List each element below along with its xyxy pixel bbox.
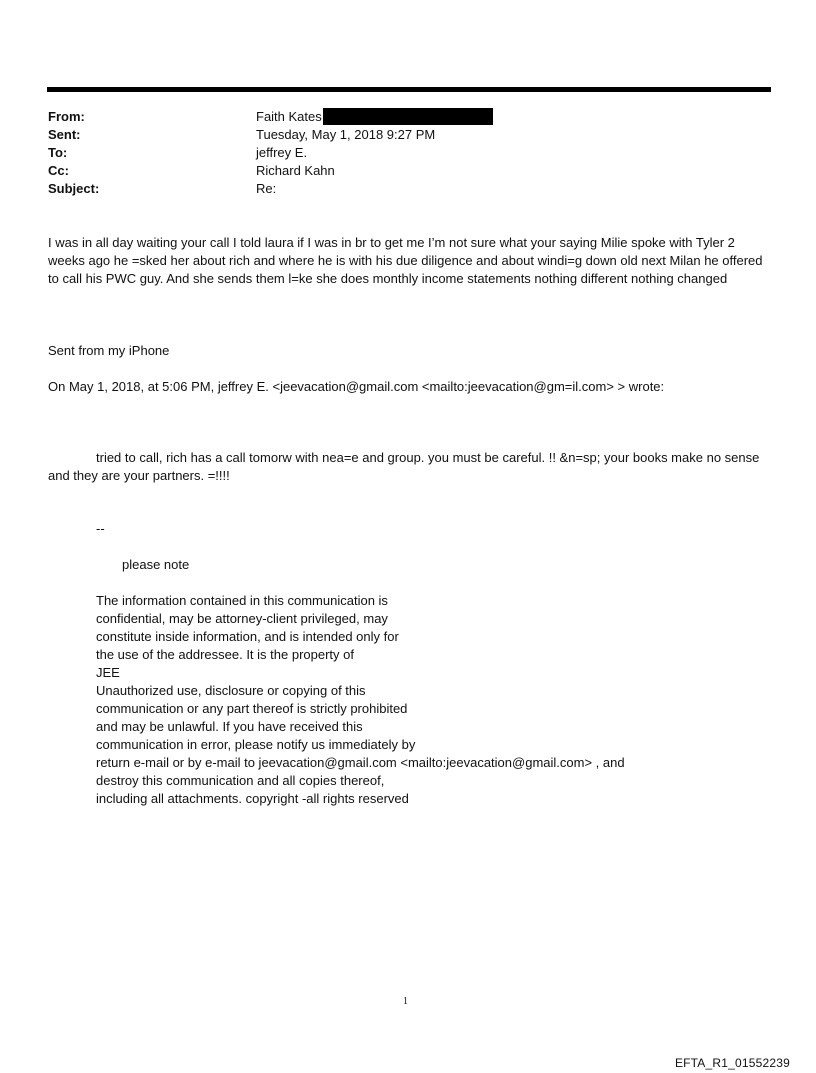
- sent-value: Tuesday, May 1, 2018 9:27 PM: [256, 127, 436, 142]
- please-note-heading: please note: [122, 557, 190, 572]
- disclaimer-line: including all attachments. copyright -all rights reserved: [96, 791, 409, 806]
- disclaimer-line: communication in error, please notify us immediately by: [96, 737, 416, 752]
- header-rule: [47, 87, 771, 92]
- quoted-attribution: On May 1, 2018, at 5:06 PM, jeffrey E. <jeevacation@gmail.com <mailto:jeevacation@gm=il.com> > wrote:: [48, 379, 665, 394]
- disclaimer-line: return e-mail or by e-mail to jeevacation@gmail.com <mailto:jeevacation@gmail.com> , and: [96, 755, 625, 770]
- page-number: 1: [403, 996, 408, 1007]
- cc-label: Cc:: [48, 163, 69, 178]
- sent-from-signature: Sent from my iPhone: [48, 343, 170, 358]
- disclaimer-line: The information contained in this communication is: [96, 593, 388, 608]
- to-label: To:: [48, 145, 68, 160]
- confidentiality-disclaimer: [96, 592, 625, 808]
- disclaimer-line: communication or any part thereof is strictly prohibited: [96, 701, 408, 716]
- disclaimer-line: constitute inside information, and is intended only for: [96, 629, 399, 644]
- to-value: jeffrey E.: [256, 145, 308, 160]
- signature-separator: --: [96, 521, 105, 536]
- disclaimer-line: and may be unlawful. If you have received this: [96, 719, 363, 734]
- disclaimer-line: confidential, may be attorney-client privileged, may: [96, 611, 388, 626]
- subject-value: Re:: [256, 181, 277, 196]
- quoted-message: tried to call, rich has a call tomorw with nea=e and group. you must be careful. !! &n=sp; your books make no sense and they are your partners. =!!!!: [48, 450, 760, 483]
- from-label: From:: [48, 109, 85, 124]
- from-name: Faith Kates: [256, 109, 322, 124]
- message-paragraph: I was in all day waiting your call I told laura if I was in br to get me I’m not sure what your saying Milie spoke with Tyler 2 weeks ago he =sked her about rich and where he is with his due diligence and about windi=g down old next Milan he offered to call his PWC guy. And she sends them l=ke she does monthly income statements nothing different nothing changed: [48, 235, 763, 286]
- disclaimer-line: destroy this communication and all copies thereof,: [96, 773, 385, 788]
- bates-number: EFTA_R1_01552239: [674, 1056, 790, 1070]
- disclaimer-line: JEE: [96, 665, 120, 680]
- disclaimer-line: Unauthorized use, disclosure or copying of this: [96, 683, 366, 698]
- redaction-box: [323, 108, 493, 125]
- disclaimer-line: the use of the addressee. It is the property of: [96, 647, 354, 662]
- cc-value: Richard Kahn: [256, 163, 335, 178]
- sent-label: Sent:: [48, 127, 81, 142]
- subject-label: Subject:: [48, 181, 100, 196]
- from-value: [256, 108, 493, 126]
